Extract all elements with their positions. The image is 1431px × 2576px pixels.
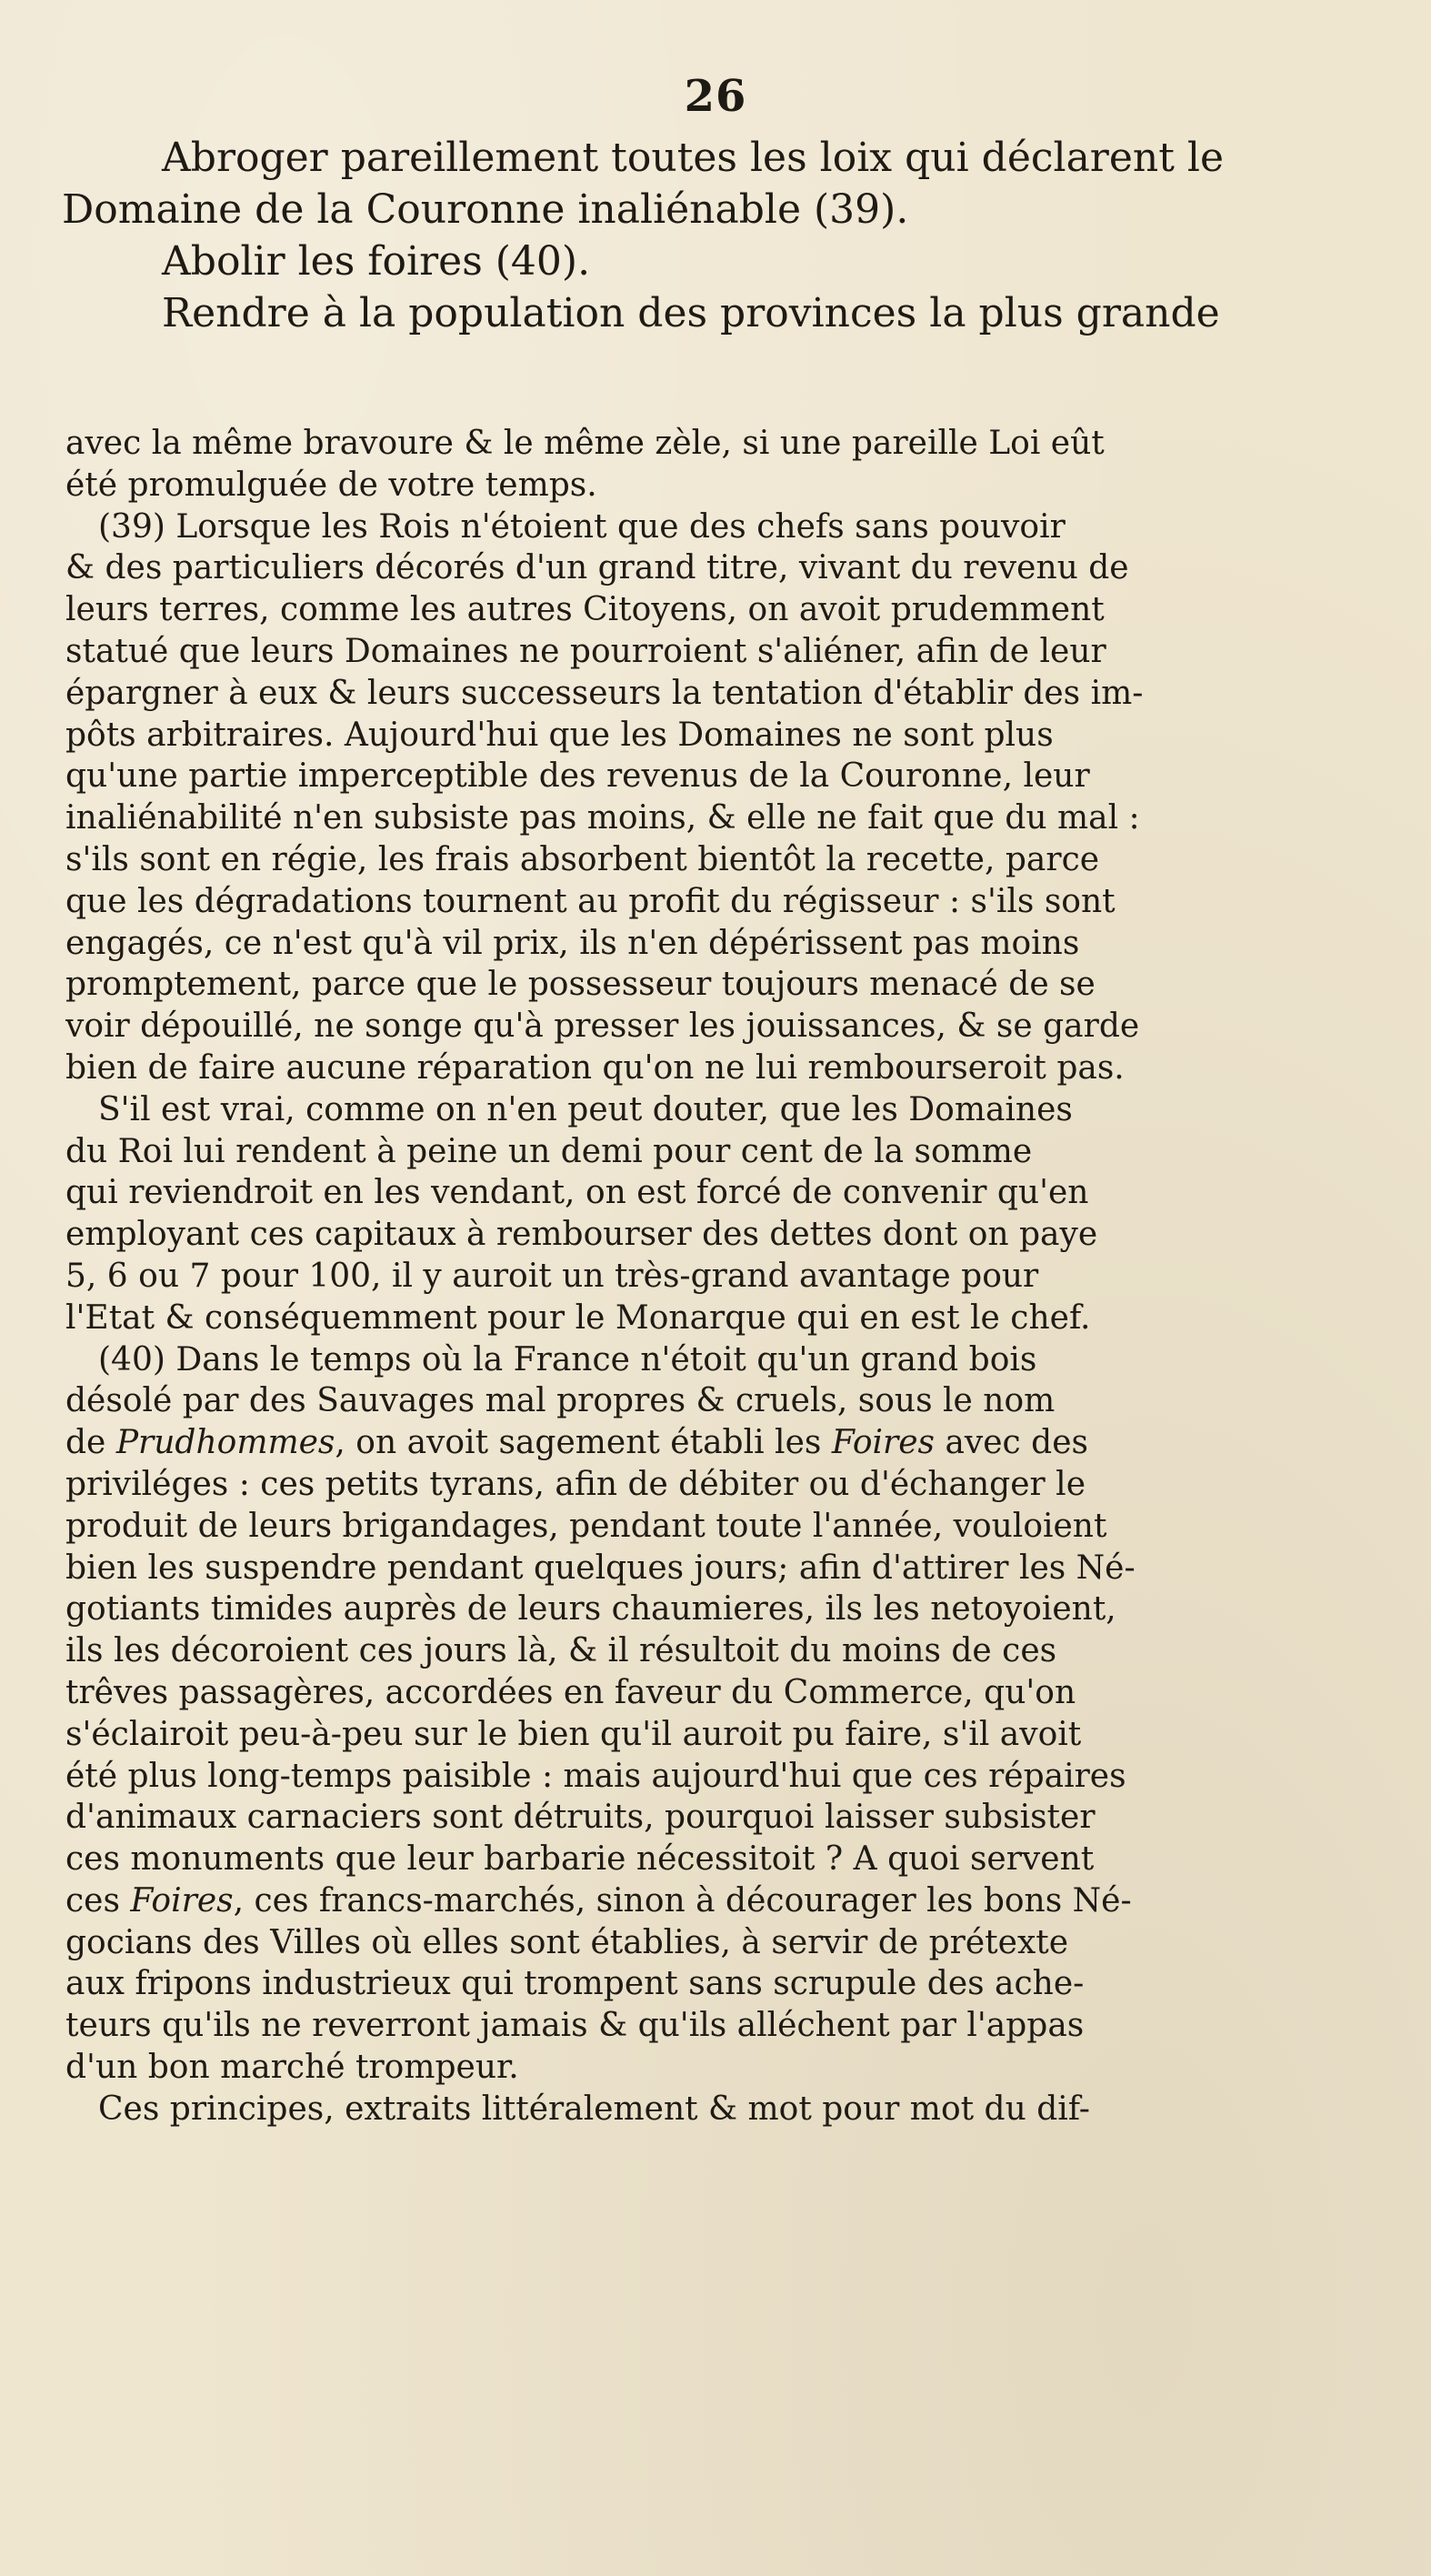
footnote-line: s'éclairoit peu-à-peu sur le bien qu'il auroit pu faire, s'il avoit bbox=[65, 1715, 1082, 1753]
footnote-line: ces monuments que leur barbarie nécessitoit ? A quoi servent bbox=[65, 1840, 1095, 1879]
footnote-text: ces bbox=[65, 1881, 120, 1919]
italic-term-foires: Foires bbox=[130, 1881, 234, 1919]
main-text-line: Domaine de la Couronne inaliénable (39). bbox=[62, 186, 909, 233]
footnote-line: que les dégradations tournent au profit du régisseur : s'ils sont bbox=[65, 882, 1116, 920]
footnote-text: de bbox=[65, 1424, 106, 1462]
footnote-line: leurs terres, comme les autres Citoyens, on avoit prudemment bbox=[65, 591, 1105, 629]
footnote-line: désolé par des Sauvages mal propres & cruels, sous le nom bbox=[65, 1382, 1056, 1420]
footnote-line: bien les suspendre pendant quelques jours; afin d'attirer les Né- bbox=[65, 1549, 1136, 1587]
footnote-line: bien de faire aucune réparation qu'on ne lui rembourseroit pas. bbox=[65, 1048, 1125, 1087]
footnote-line: d'un bon marché trompeur. bbox=[65, 2049, 519, 2087]
footnote-line: Ces principes, extraits littéralement & mot pour mot du dif- bbox=[98, 2090, 1090, 2128]
footnote-line: du Roi lui rendent à peine un demi pour cent de la somme bbox=[65, 1132, 1033, 1170]
footnote-line: d'animaux carnaciers sont détruits, pourquoi laisser subsister bbox=[65, 1799, 1096, 1837]
footnotes-block bbox=[65, 423, 1409, 2130]
italic-term-prudhommes: Prudhommes bbox=[115, 1424, 335, 1462]
footnote-line: gotiants timides auprès de leurs chaumieres, ils les netoyoient, bbox=[65, 1590, 1116, 1629]
footnote-text: , on avoit sagement établi les bbox=[335, 1424, 822, 1462]
footnote-line: s'ils sont en régie, les frais absorbent bientôt la recette, parce bbox=[65, 840, 1100, 878]
footnote-line: qui reviendroit en les vendant, on est forcé de convenir qu'en bbox=[65, 1174, 1089, 1212]
footnote-line: qu'une partie imperceptible des revenus de la Couronne, leur bbox=[65, 757, 1090, 796]
footnote-line: voir dépouillé, ne songe qu'à presser les jouissances, & se garde bbox=[65, 1007, 1140, 1046]
footnote-line: aux fripons industrieux qui trompent sans scrupule des ache- bbox=[65, 1965, 1085, 2003]
main-text-line: Rendre à la population des provinces la plus grande bbox=[162, 290, 1220, 336]
footnote-text: avec des bbox=[945, 1424, 1088, 1462]
footnote-text: , ces francs-marchés, sinon à décourager les bons Né- bbox=[233, 1881, 1132, 1919]
footnote-line: épargner à eux & leurs successeurs la tentation d'établir des im- bbox=[65, 674, 1144, 712]
footnote-line bbox=[65, 1880, 1409, 1922]
footnote-line: (39) Lorsque les Rois n'étoient que des chefs sans pouvoir bbox=[98, 507, 1066, 546]
footnote-line: été promulguée de votre temps. bbox=[65, 466, 597, 504]
footnote-line: produit de leurs brigandages, pendant toute l'année, vouloient bbox=[65, 1507, 1107, 1545]
footnote-line: gocians des Villes où elles sont établies, à servir de prétexte bbox=[65, 1923, 1069, 1961]
footnote-line: avec la même bravoure & le même zèle, si une pareille Loi eût bbox=[65, 425, 1105, 462]
footnote-line: inaliénabilité n'en subsiste pas moins, & elle ne fait que du mal : bbox=[65, 799, 1140, 837]
footnote-line: employant ces capitaux à rembourser des dettes dont on paye bbox=[65, 1216, 1098, 1254]
footnote-line: (40) Dans le temps où la France n'étoit qu'un grand bois bbox=[98, 1340, 1037, 1378]
main-text-block bbox=[62, 132, 1409, 339]
footnote-line: S'il est vrai, comme on n'en peut douter, que les Domaines bbox=[98, 1090, 1073, 1128]
footnote-line: été plus long-temps paisible : mais aujourd'hui que ces répaires bbox=[65, 1757, 1126, 1795]
italic-term-foires: Foires bbox=[831, 1424, 935, 1462]
footnote-line: ils les décoroient ces jours là, & il résultoit du moins de ces bbox=[65, 1632, 1057, 1670]
main-text-line: Abolir les foires (40). bbox=[162, 238, 591, 285]
footnote-line: promptement, parce que le possesseur toujours menacé de se bbox=[65, 966, 1096, 1004]
page-number: 26 bbox=[684, 71, 747, 122]
main-text-line: Abroger pareillement toutes les loix qui déclarent le bbox=[162, 135, 1224, 181]
footnote-line: priviléges : ces petits tyrans, afin de débiter ou d'échanger le bbox=[65, 1465, 1086, 1503]
footnote-line: pôts arbitraires. Aujourd'hui que les Domaines ne sont plus bbox=[65, 716, 1054, 754]
footnote-line: statué que leurs Domaines ne pourroient s'aliéner, afin de leur bbox=[65, 632, 1106, 670]
footnote-line bbox=[65, 1422, 1409, 1464]
footnote-line: trêves passagères, accordées en faveur du Commerce, qu'on bbox=[65, 1673, 1076, 1711]
footnote-line: engagés, ce n'est qu'à vil prix, ils n'en dépérissent pas moins bbox=[65, 924, 1080, 962]
footnote-line: 5, 6 ou 7 pour 100, il y auroit un très-grand avantage pour bbox=[65, 1257, 1039, 1295]
footnote-line: l'Etat & conséquemment pour le Monarque qui en est le chef. bbox=[65, 1298, 1091, 1337]
footnote-line: & des particuliers décorés d'un grand titre, vivant du revenu de bbox=[65, 549, 1129, 587]
footnote-line: teurs qu'ils ne reverront jamais & qu'ils alléchent par l'appas bbox=[65, 2007, 1085, 2045]
